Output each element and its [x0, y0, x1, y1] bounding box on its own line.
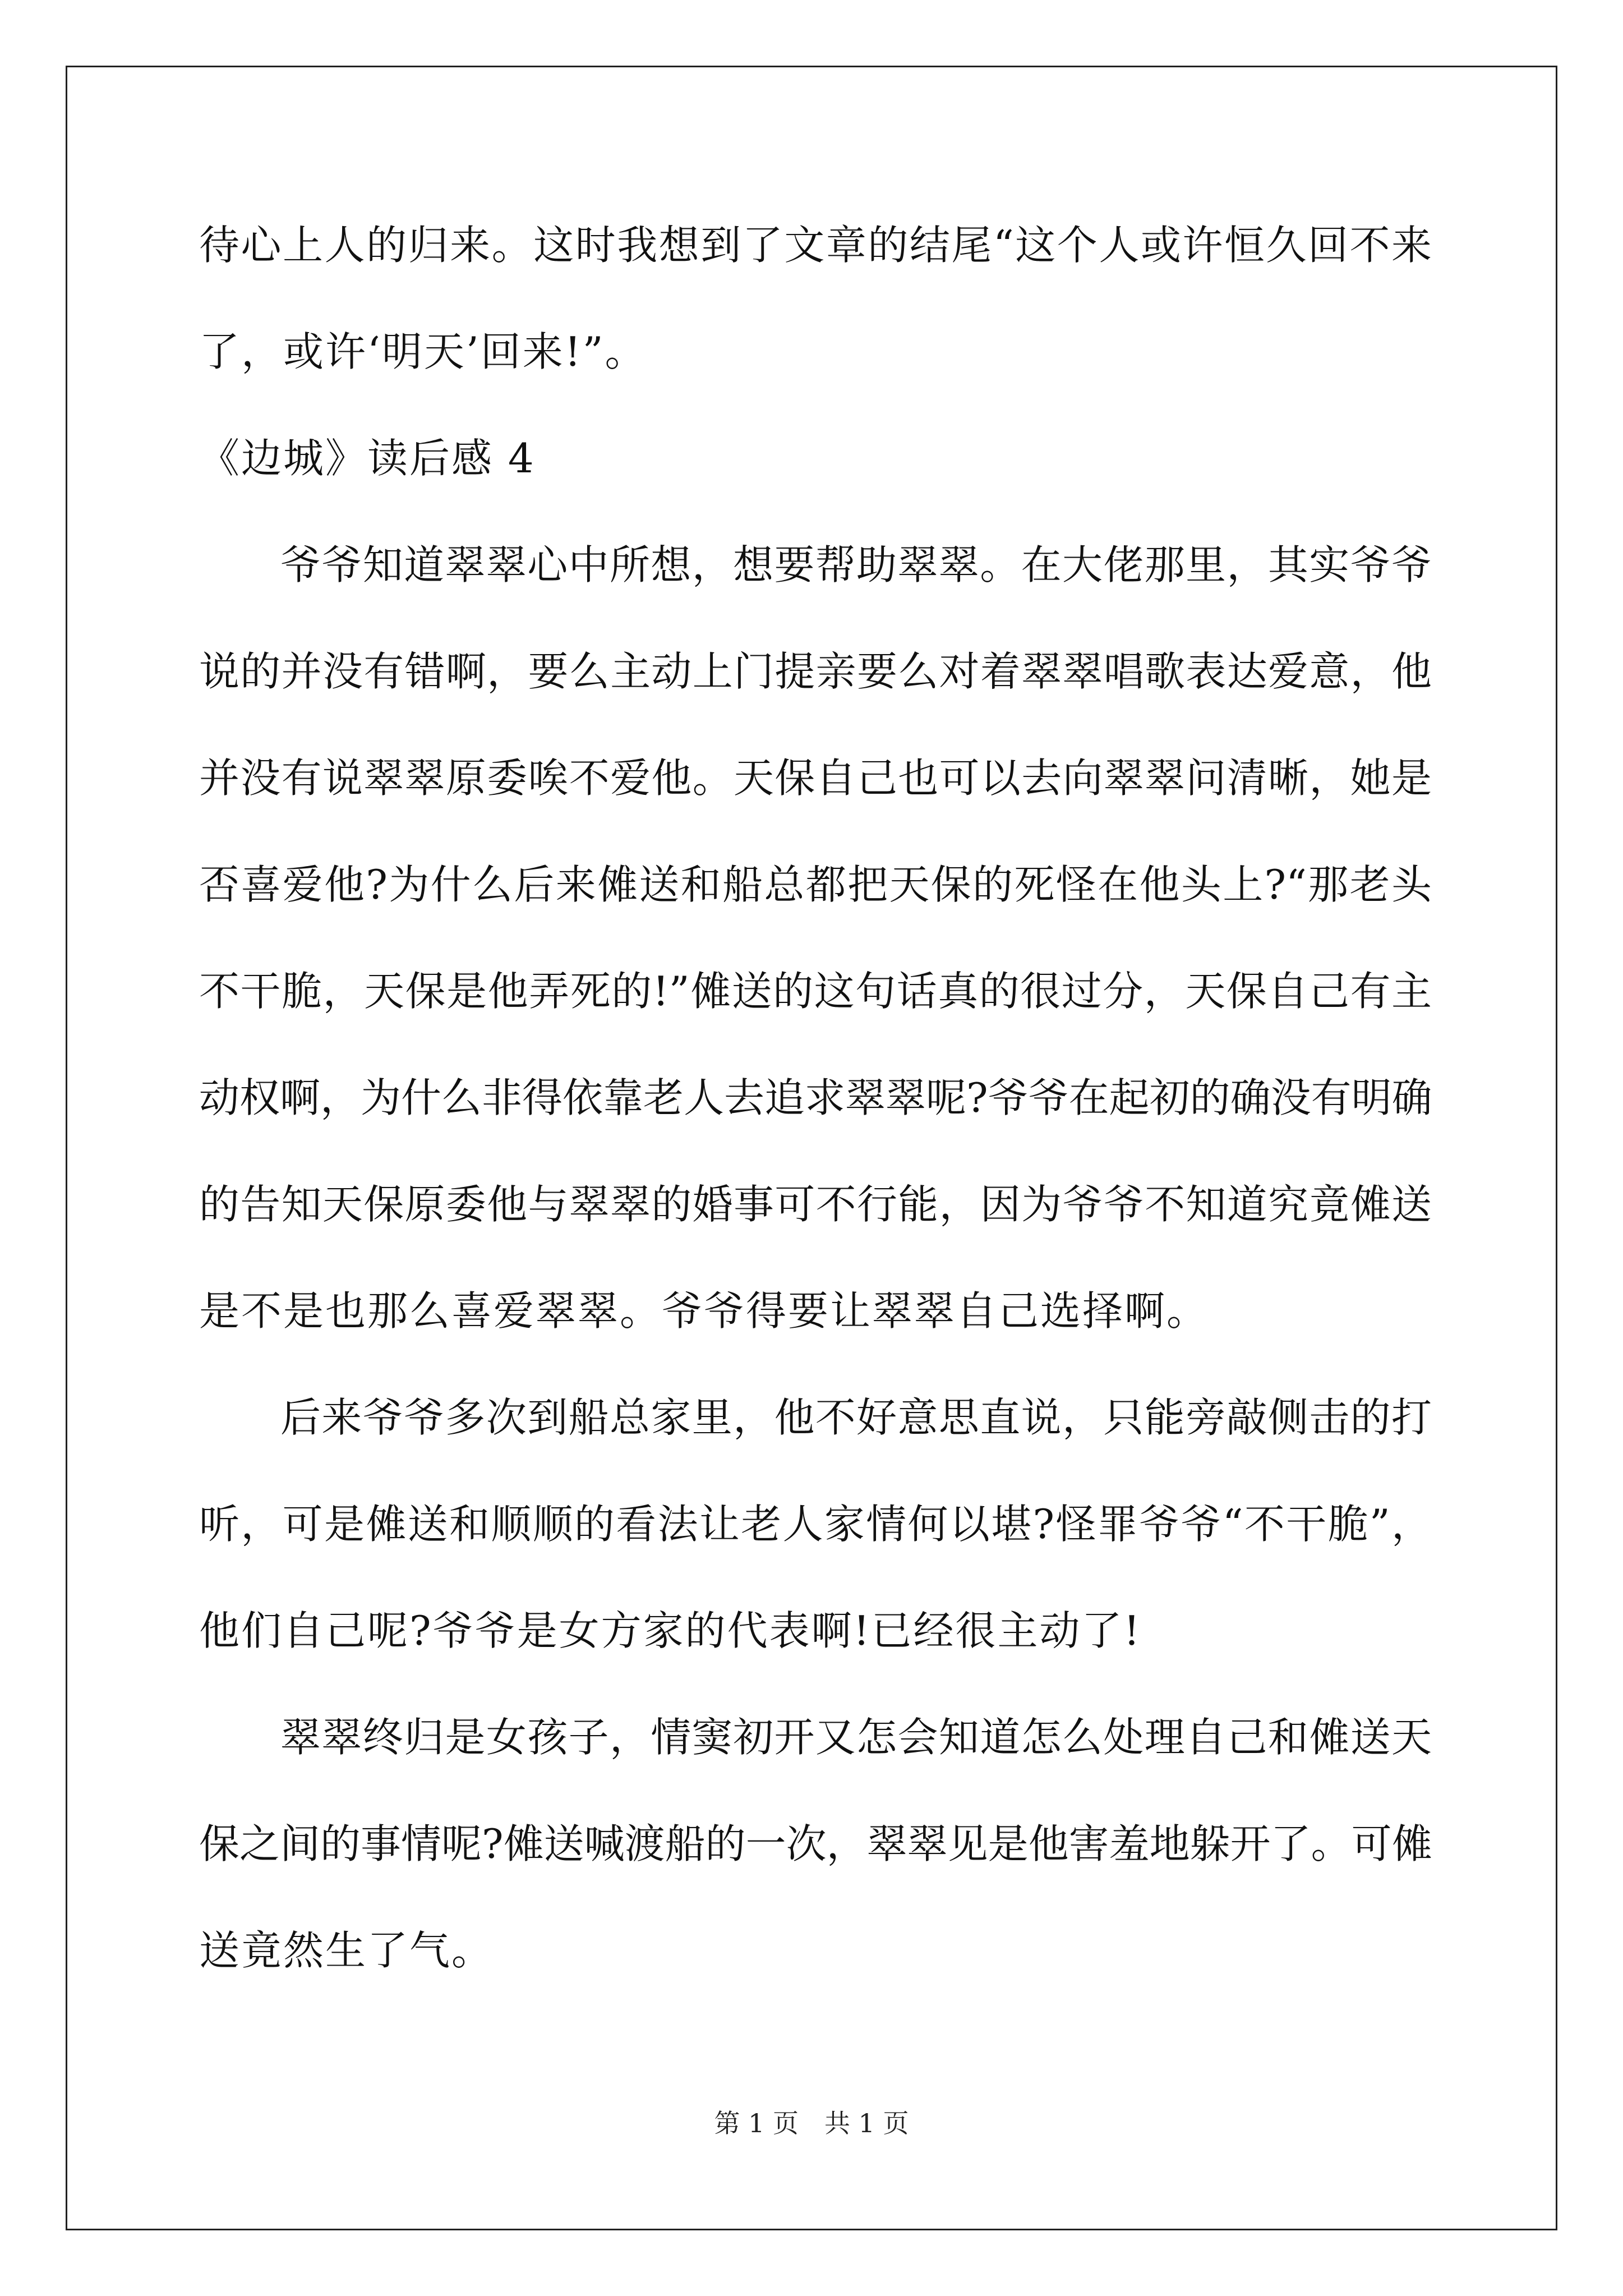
page-number-footer: 第 1 页 共 1 页 — [714, 2108, 909, 2138]
body-text-line: 不干脆，天保是他弄死的!”傩送的这句话真的很过分，天保自己有主 — [199, 968, 1432, 1015]
body-text-line: 保之间的事情呢?傩送喊渡船的一次，翠翠见是他害羞地躲开了。可傩 — [199, 1820, 1432, 1867]
page-border — [66, 66, 1557, 2230]
body-text-line: 说的并没有错啊，要么主动上门提亲要么对着翠翠唱歌表达爱意，他 — [199, 648, 1432, 695]
body-text-line: 并没有说翠翠原委唉不爱他。天保自己也可以去向翠翠问清晰，她是 — [199, 754, 1432, 802]
body-text-line: 了，或许‘明天’回来!”。 — [199, 328, 647, 375]
body-text-line: 他们自己呢?爷爷是女方家的代表啊!已经很主动了! — [199, 1607, 1142, 1654]
body-text-line: 送竟然生了气。 — [199, 1927, 494, 1974]
section-heading: 《边城》读后感 4 — [199, 435, 536, 482]
body-text-line: 的告知天保原委他与翠翠的婚事可不行能，因为爷爷不知道究竟傩送 — [199, 1181, 1432, 1228]
paragraph-first-line: 翠翠终归是女孩子，情窦初开又怎会知道怎么处理自己和傩送天 — [280, 1714, 1432, 1761]
body-text-line: 动权啊，为什么非得依靠老人去追求翠翠呢?爷爷在起初的确没有明确 — [199, 1074, 1432, 1121]
paragraph-first-line: 后来爷爷多次到船总家里，他不好意思直说，只能旁敲侧击的打 — [280, 1394, 1432, 1441]
body-text-line: 听，可是傩送和顺顺的看法让老人家情何以堪?怪罪爷爷“不干脆”， — [199, 1501, 1432, 1548]
body-text-line: 否喜爱他?为什么后来傩送和船总都把天保的死怪在他头上?“那老头 — [199, 861, 1432, 908]
paragraph-first-line: 爷爷知道翠翠心中所想，想要帮助翠翠。在大佬那里，其实爷爷 — [280, 541, 1432, 588]
body-text-line: 是不是也那么喜爱翠翠。爷爷得要让翠翠自己选择啊。 — [199, 1287, 1209, 1335]
body-text-line: 待心上人的归来。这时我想到了文章的结尾“这个人或许恒久回不来 — [199, 222, 1432, 269]
